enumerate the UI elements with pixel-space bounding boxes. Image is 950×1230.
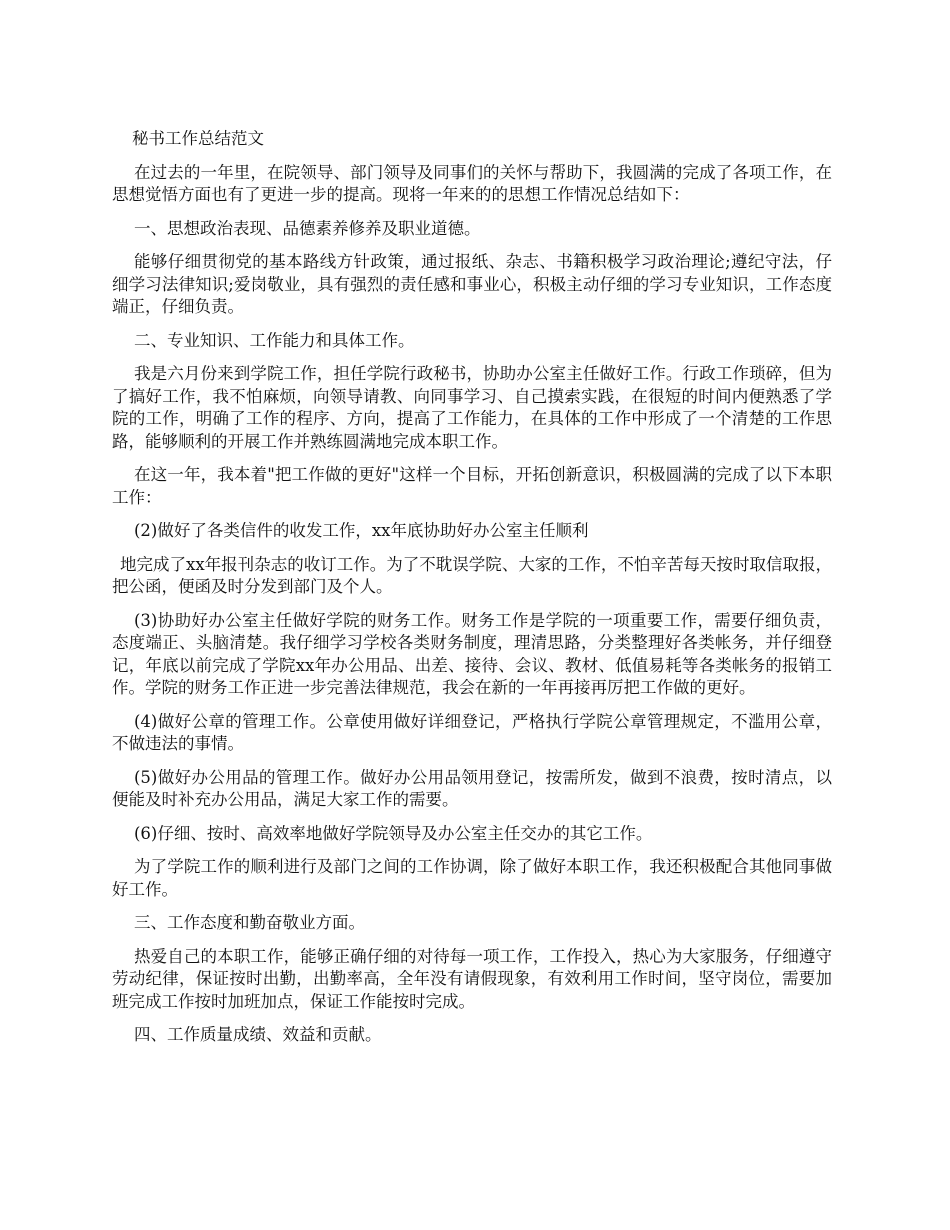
section-heading-4: 四、工作质量成绩、效益和贡献。 bbox=[134, 1025, 382, 1044]
paragraph-politics: 能够仔细贯彻党的基本路线方针政策，通过报纸、杂志、书籍积极学习政治理论;遵纪守法，仔细学习法律知识;爱岗敬业，具有强烈的责任感和事业心，积极主动仔细的学习专业知识，工作态度端正，仔细负责。 bbox=[112, 252, 832, 316]
paragraph-intro: 在过去的一年里，在院领导、部门领导及同事们的关怀与帮助下，我圆满的完成了各项工作，在思想觉悟方面也有了更进一步的提高。现将一年来的的思想工作情况总结如下： bbox=[112, 162, 832, 204]
section-heading-2: 二、专业知识、工作能力和具体工作。 bbox=[134, 330, 415, 350]
list-item-2: (2)做好了各类信件的收发工作，xx年底协助好办公室主任顺利 bbox=[134, 521, 589, 540]
paragraph-work: 我是六月份来到学院工作，担任学院行政秘书，协助办公室主任做好工作。行政工作琐碎，但为了搞好工作，我不怕麻烦，向领导请教、向同事学习、自己摸索实践，在很短的时间内便熟悉了学院的工作，明确了工作的程序、方向，提高了工作能力，在具体的工作中形成了一个清楚的工作思路，能够顺利的开展工作并熟练圆满地完成本职工作。 bbox=[112, 364, 832, 451]
paragraph-attitude: 热爱自己的本职工作，能够正确仔细的对待每一项工作，工作投入，热心为大家服务，仔细遵守劳动纪律，保证按时出勤，出勤率高，全年没有请假现象，有效利用工作时间，坚守岗位，需要加班完成工作按时加班加点，保证工作能按时完成。 bbox=[112, 946, 832, 1011]
document-title: 秘书工作总结范文 bbox=[132, 129, 264, 148]
paragraph-cooperation: 为了学院工作的顺利进行及部门之间的工作协调，除了做好本职工作，我还积极配合其他同事做好工作。 bbox=[112, 857, 832, 899]
section-heading-3: 三、工作态度和勤奋敬业方面。 bbox=[134, 913, 365, 932]
paragraph-goal: 在这一年，我本着"把工作做的更好"这样一个目标，开拓创新意识，积极圆满的完成了以下本职工作： bbox=[112, 465, 832, 507]
list-item-3: (3)协助好办公室主任做好学院的财务工作。财务工作是学院的一项重要工作，需要仔细负责，态度端正、头脑清楚。我仔细学习学校各类财务制度，理清思路，分类整理好各类帐务，并仔细登记，年底以前完成了学院xx年办公用品、出差、接待、会议、教材、低值易耗等各类帐务的报销工作。学院的财务工作正进一步完善法律规范，我会在新的一年再接再厉把工作做的更好。 bbox=[112, 610, 832, 697]
list-item-6: (6)仔细、按时、高效率地做好学院领导及办公室主任交办的其它工作。 bbox=[134, 823, 653, 843]
paragraph-mail: 地完成了xx年报刊杂志的收订工作。为了不耽误学院、大家的工作，不怕辛苦每天按时取信取报，把公函，便函及时分发到部门及个人。 bbox=[112, 554, 832, 596]
list-item-4: (4)做好公章的管理工作。公章使用做好详细登记，严格执行学院公章管理规定，不滥用公章，不做违法的事情。 bbox=[112, 711, 832, 753]
section-heading-1: 一、思想政治表现、品德素养修养及职业道德。 bbox=[134, 218, 481, 238]
list-item-5: (5)做好办公用品的管理工作。做好办公用品领用登记，按需所发，做到不浪费，按时清点，以便能及时补充办公用品，满足大家工作的需要。 bbox=[112, 767, 832, 809]
document-body bbox=[112, 128, 832, 1058]
